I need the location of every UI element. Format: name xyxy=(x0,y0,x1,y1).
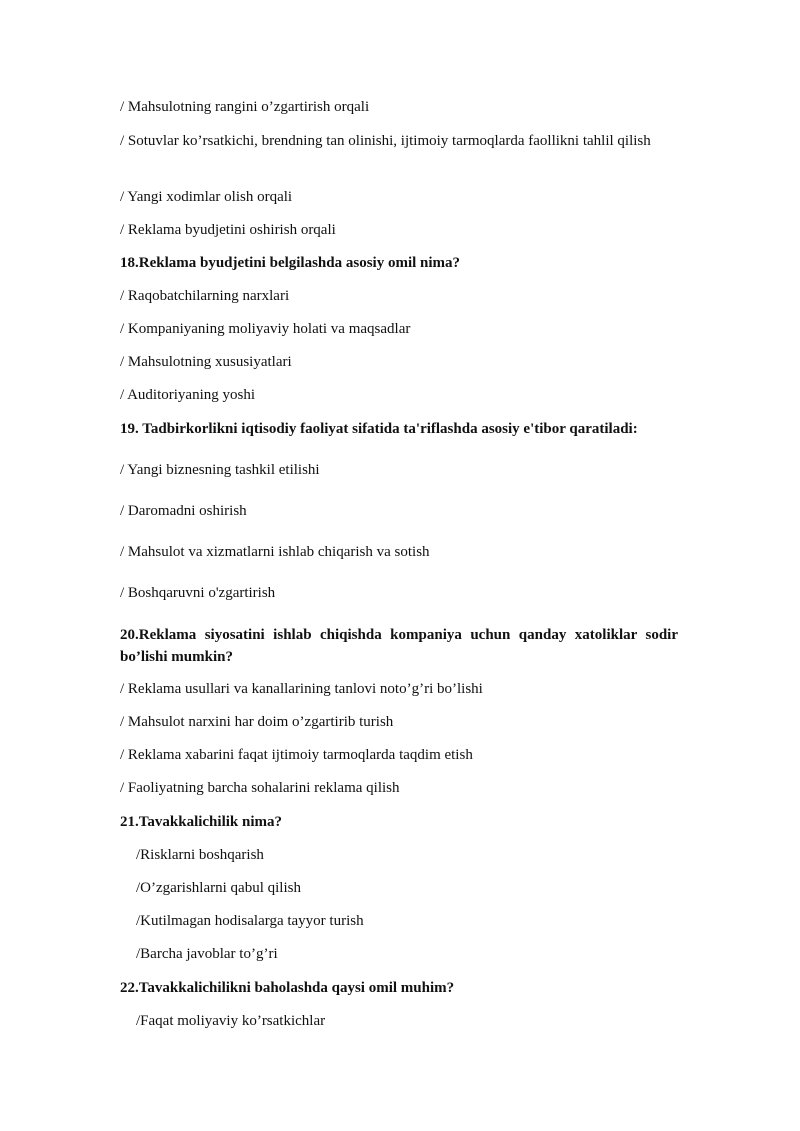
answer-option: / Reklama xabarini faqat ijtimoiy tarmoqlarda taqdim etish xyxy=(120,747,473,763)
answer-option: / Daromadni oshirish xyxy=(120,503,247,519)
answer-option: / Sotuvlar ko’rsatkichi, brendning tan olinishi, ijtimoiy tarmoqlarda faollikni tahlil qilish xyxy=(120,133,651,149)
answer-option: / Reklama usullari va kanallarining tanlovi noto’g’ri bo’lishi xyxy=(120,681,483,697)
answer-option: / Mahsulot va xizmatlarni ishlab chiqarish va sotish xyxy=(120,544,430,560)
question-heading: 18.Reklama byudjetini belgilashda asosiy omil nima? xyxy=(120,255,461,271)
question-heading: 19. Tadbirkorlikni iqtisodiy faoliyat sifatida ta'riflashda asosiy e'tibor qaratiladi: xyxy=(120,421,638,437)
answer-option: / Raqobatchilarning narxlari xyxy=(120,288,290,304)
answer-option: / Mahsulotning xususiyatlari xyxy=(120,354,292,370)
answer-option: / Faoliyatning barcha sohalarini reklama qilish xyxy=(120,780,400,796)
answer-option: /Barcha javoblar to’g’ri xyxy=(136,946,278,962)
question-heading: 21.Tavakkalichilik nima? xyxy=(120,814,282,830)
answer-option: / Yangi biznesning tashkil etilishi xyxy=(120,462,320,478)
answer-option: /Kutilmagan hodisalarga tayyor turish xyxy=(136,913,364,929)
question-heading: 20.Reklama siyosatini ishlab chiqishda kompaniya uchun qanday xatoliklar sodir bo’lishi mumkin? xyxy=(120,627,678,665)
answer-option: /O’zgarishlarni qabul qilish xyxy=(136,880,301,896)
answer-option: / Boshqaruvni o'zgartirish xyxy=(120,585,276,601)
answer-option: / Kompaniyaning moliyaviy holati va maqsadlar xyxy=(120,321,411,337)
answer-option: /Faqat moliyaviy ko’rsatkichlar xyxy=(136,1013,326,1029)
answer-option: /Risklarni boshqarish xyxy=(136,847,264,863)
answer-option: / Reklama byudjetini oshirish orqali xyxy=(120,222,336,238)
question-heading: 22.Tavakkalichilikni baholashda qaysi omil muhim? xyxy=(120,980,455,996)
answer-option: / Mahsulot narxini har doim o’zgartirib turish xyxy=(120,714,394,730)
answer-option: / Auditoriyaning yoshi xyxy=(120,387,255,403)
answer-option: / Mahsulotning rangini o’zgartirish orqali xyxy=(120,99,370,115)
answer-option: / Yangi xodimlar olish orqali xyxy=(120,189,293,205)
